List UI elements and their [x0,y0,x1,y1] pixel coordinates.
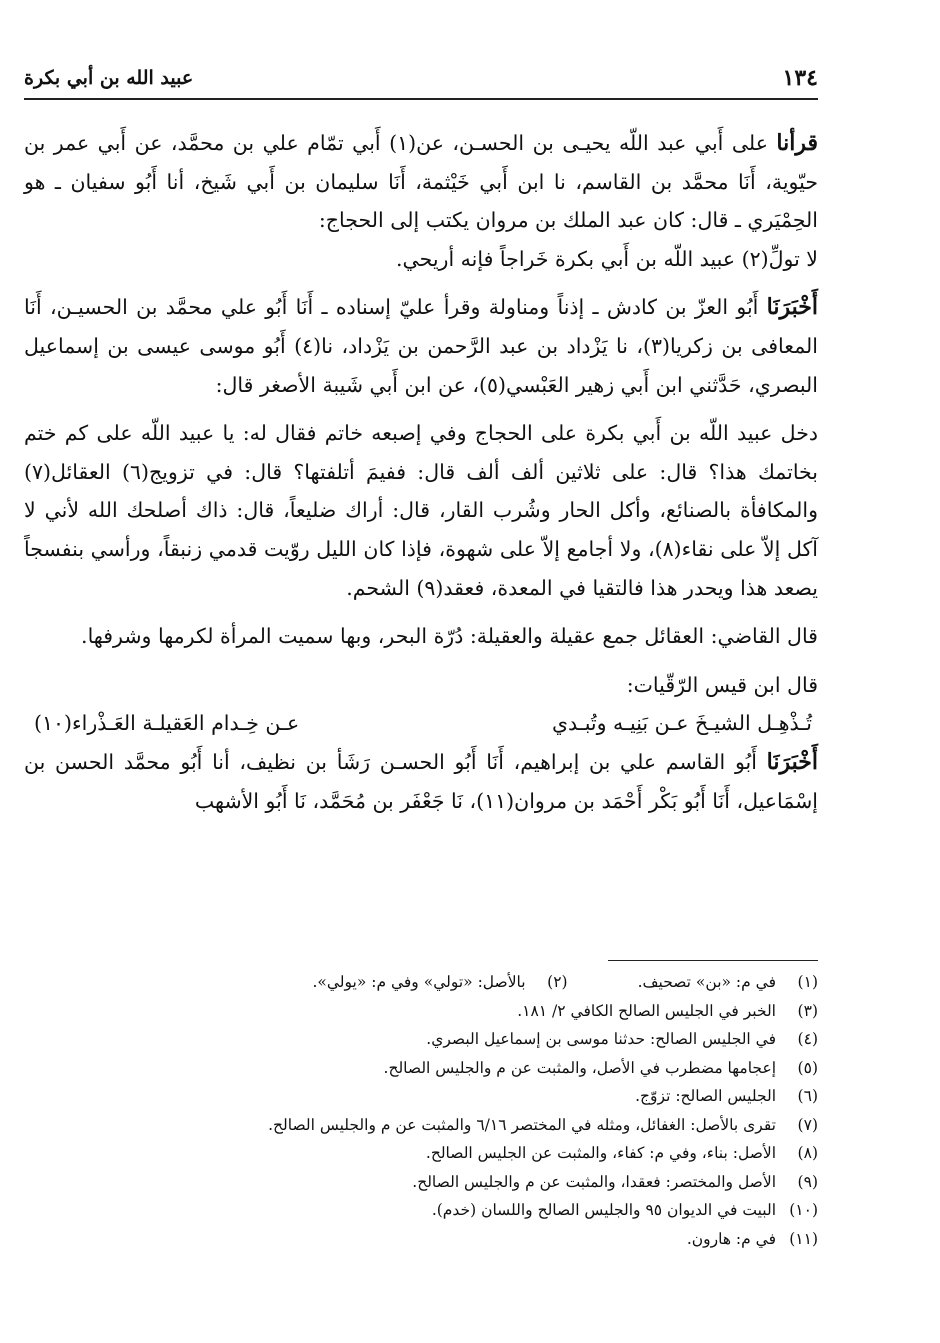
footnote-text: البيت في الديوان ٩٥ والجليس الصالح واللسان (خدم). [431,1201,776,1219]
footnote-item [24,1082,818,1111]
footnote-item [24,1139,818,1168]
footnote-text: في م: هارون. [686,1229,776,1248]
running-title: عبيد الله بن أبي بكرة [24,67,194,89]
footnote-number: (٤) [797,1030,818,1048]
footnote-text: إعجامها مضطرب في الأصل، والمثبت عن م والجليس الصالح. [383,1058,776,1077]
footnote-item [24,1025,818,1054]
paragraph-3-lead: أَخْبَرَنَا [766,294,818,321]
footnote-item [24,1196,818,1225]
paragraph-1-lead: قرأنا [776,130,818,156]
footnote-number: (١٠) [789,1201,818,1219]
footnote-text: الخبر في الجليس الصالح الكافي ٢/ ١٨١. [517,1001,776,1020]
footnote-item-second [312,968,567,997]
paragraph-7-lead: أَخْبَرَنَا [766,748,818,775]
book-page [24,0,818,1343]
verse-first-hemistich: تُـذْهِـل الشيـخَ عـن بَنِيـه وتُبـدي [551,711,812,736]
footnote-text: في الجليس الصالح: حدثنا موسى بن إسماعيل البصري. [426,1030,776,1048]
footnote-text: الأصل والمختصر: فعقدا، والمثبت عن م والجليس الصالح. [412,1172,776,1191]
footnote-item [24,997,818,1026]
main-text [24,124,818,820]
paragraph-6: قال ابن قيس الرّقّيات: [626,672,818,697]
paragraph-7 [24,743,818,820]
page-header [24,58,818,100]
footnote-item [24,1168,818,1197]
paragraph-2: لا تولِّ(٢) عبيد اللّه بن أَبي بكرة خَراجاً فإنه أريحي. [396,246,818,271]
footnote-number: (٨) [797,1144,818,1162]
footnote-number: (٦) [797,1087,818,1105]
footnote-number: (٧) [797,1115,818,1134]
footnote-text: في م: «بن» تصحيف. [637,973,776,991]
footnote-divider [608,960,818,961]
paragraph-5: قال القاضي: العقائل جمع عقيلة والعقيلة: دُرّة البحر، وبها سميت المرأة لكرمها وشرفها. [81,624,818,649]
page-number: ١٣٤ [782,65,818,91]
footnote-item [24,1225,818,1254]
footnote-number: (١١) [789,1229,818,1248]
footnote-number: (٢) [547,973,568,991]
paragraph-7-text: أَبُو القاسم علي بن إبراهيم، أَنَا أَبُو الحسـن رَشَأ بن نظيف، أنا أَبُو محمَّد الحسن بن إسْمَاعيل، أَنَا أَبُو بَكْر أَحْمَد بن مروان(١١)، نَا جَعْفَر بن مُحَمَّد، نَا أَبُو الأشهب [24,749,818,813]
verse [24,704,818,743]
footnote-item [24,1054,818,1083]
paragraph-1 [24,124,818,240]
footnote-number: (٩) [797,1172,818,1191]
paragraph-3-text: أَبُو العزّ بن كادش ـ إذناً ومناولة وقرأ عليّ إسناده ـ أَنَا أَبُو علي محمَّد بن الحسيـن، أَنَا المعافى بن زكريا(٣)، نا يَزْداد بن عبد الرَّحمن بن يَزْداد، نا(٤) أَبُو موسى عيسى بن إسماعيل البصري، حَدَّثني ابن أَبي زهير العَبْسي(٥)، عن ابن أَبي شَيبة الأصغر قال: [24,295,818,397]
footnote-number: (٣) [797,1001,818,1020]
footnote-text: بالأصل: «تولي» وفي م: «يولي». [312,973,526,991]
paragraph-4: دخل عبيد اللّه بن أَبي بكرة على الحجاج وفي إصبعه خاتم فقال له: يا عبيد اللّه على كم ختم بخاتمك هذا؟ قال: على ثلاثين ألف ألف قال: ففيمَ أتلفتها؟ قال: في تزويج(٦) العقائل(٧) والمكافأة بالصنائع، وأكل الحار وشُرب القار، قال: أراك ضليعاً، قال: ذاك أصلحك الله لأني لا آكل إلاّ على نقاء(٨)، ولا أجامع إلاّ على شهوة، فإذا كان الليل روّيت قدمي زنبقاً، ورأسي بنفسجاً يصعد هذا ويحدر هذا فالتقيا في المعدة، فعقد(٩) الشحم. [24,421,818,600]
footnote-item [24,1111,818,1140]
footnotes [24,968,818,1253]
footnote-text: الجليس الصالح: تزوّج. [635,1087,776,1105]
footnote-number: (١) [797,973,818,991]
footnote-item [24,968,818,997]
paragraph-3 [24,288,818,404]
footnote-text: تقرى بالأصل: الغفائل، ومثله في المختصر ٦/١٦ والمثبت عن م والجليس الصالح. [268,1115,776,1134]
footnote-text: الأصل: بناء، وفي م: كفاء، والمثبت عن الجليس الصالح. [425,1144,776,1162]
paragraph-1-text: على أَبي عبد اللّه يحيـى بن الحسـن، عن(١) أَبي تمّام علي بن محمَّد، عن أَبي عمر بن حيّوية، أَنَا محمَّد بن القاسم، نا ابن أَبي خَيْثمة، أَنَا سليمان بن أَبي شَيخ، أنا أَبُو سفيان ـ هو الحِمْيَري ـ قال: كان عبد الملك بن مروان يكتب إلى الحجاج: [24,131,818,233]
footnote-number: (٥) [797,1058,818,1077]
verse-second-hemistich: عـن خِـدام العَقيلـة العَـذْراء(١٠) [34,711,300,736]
